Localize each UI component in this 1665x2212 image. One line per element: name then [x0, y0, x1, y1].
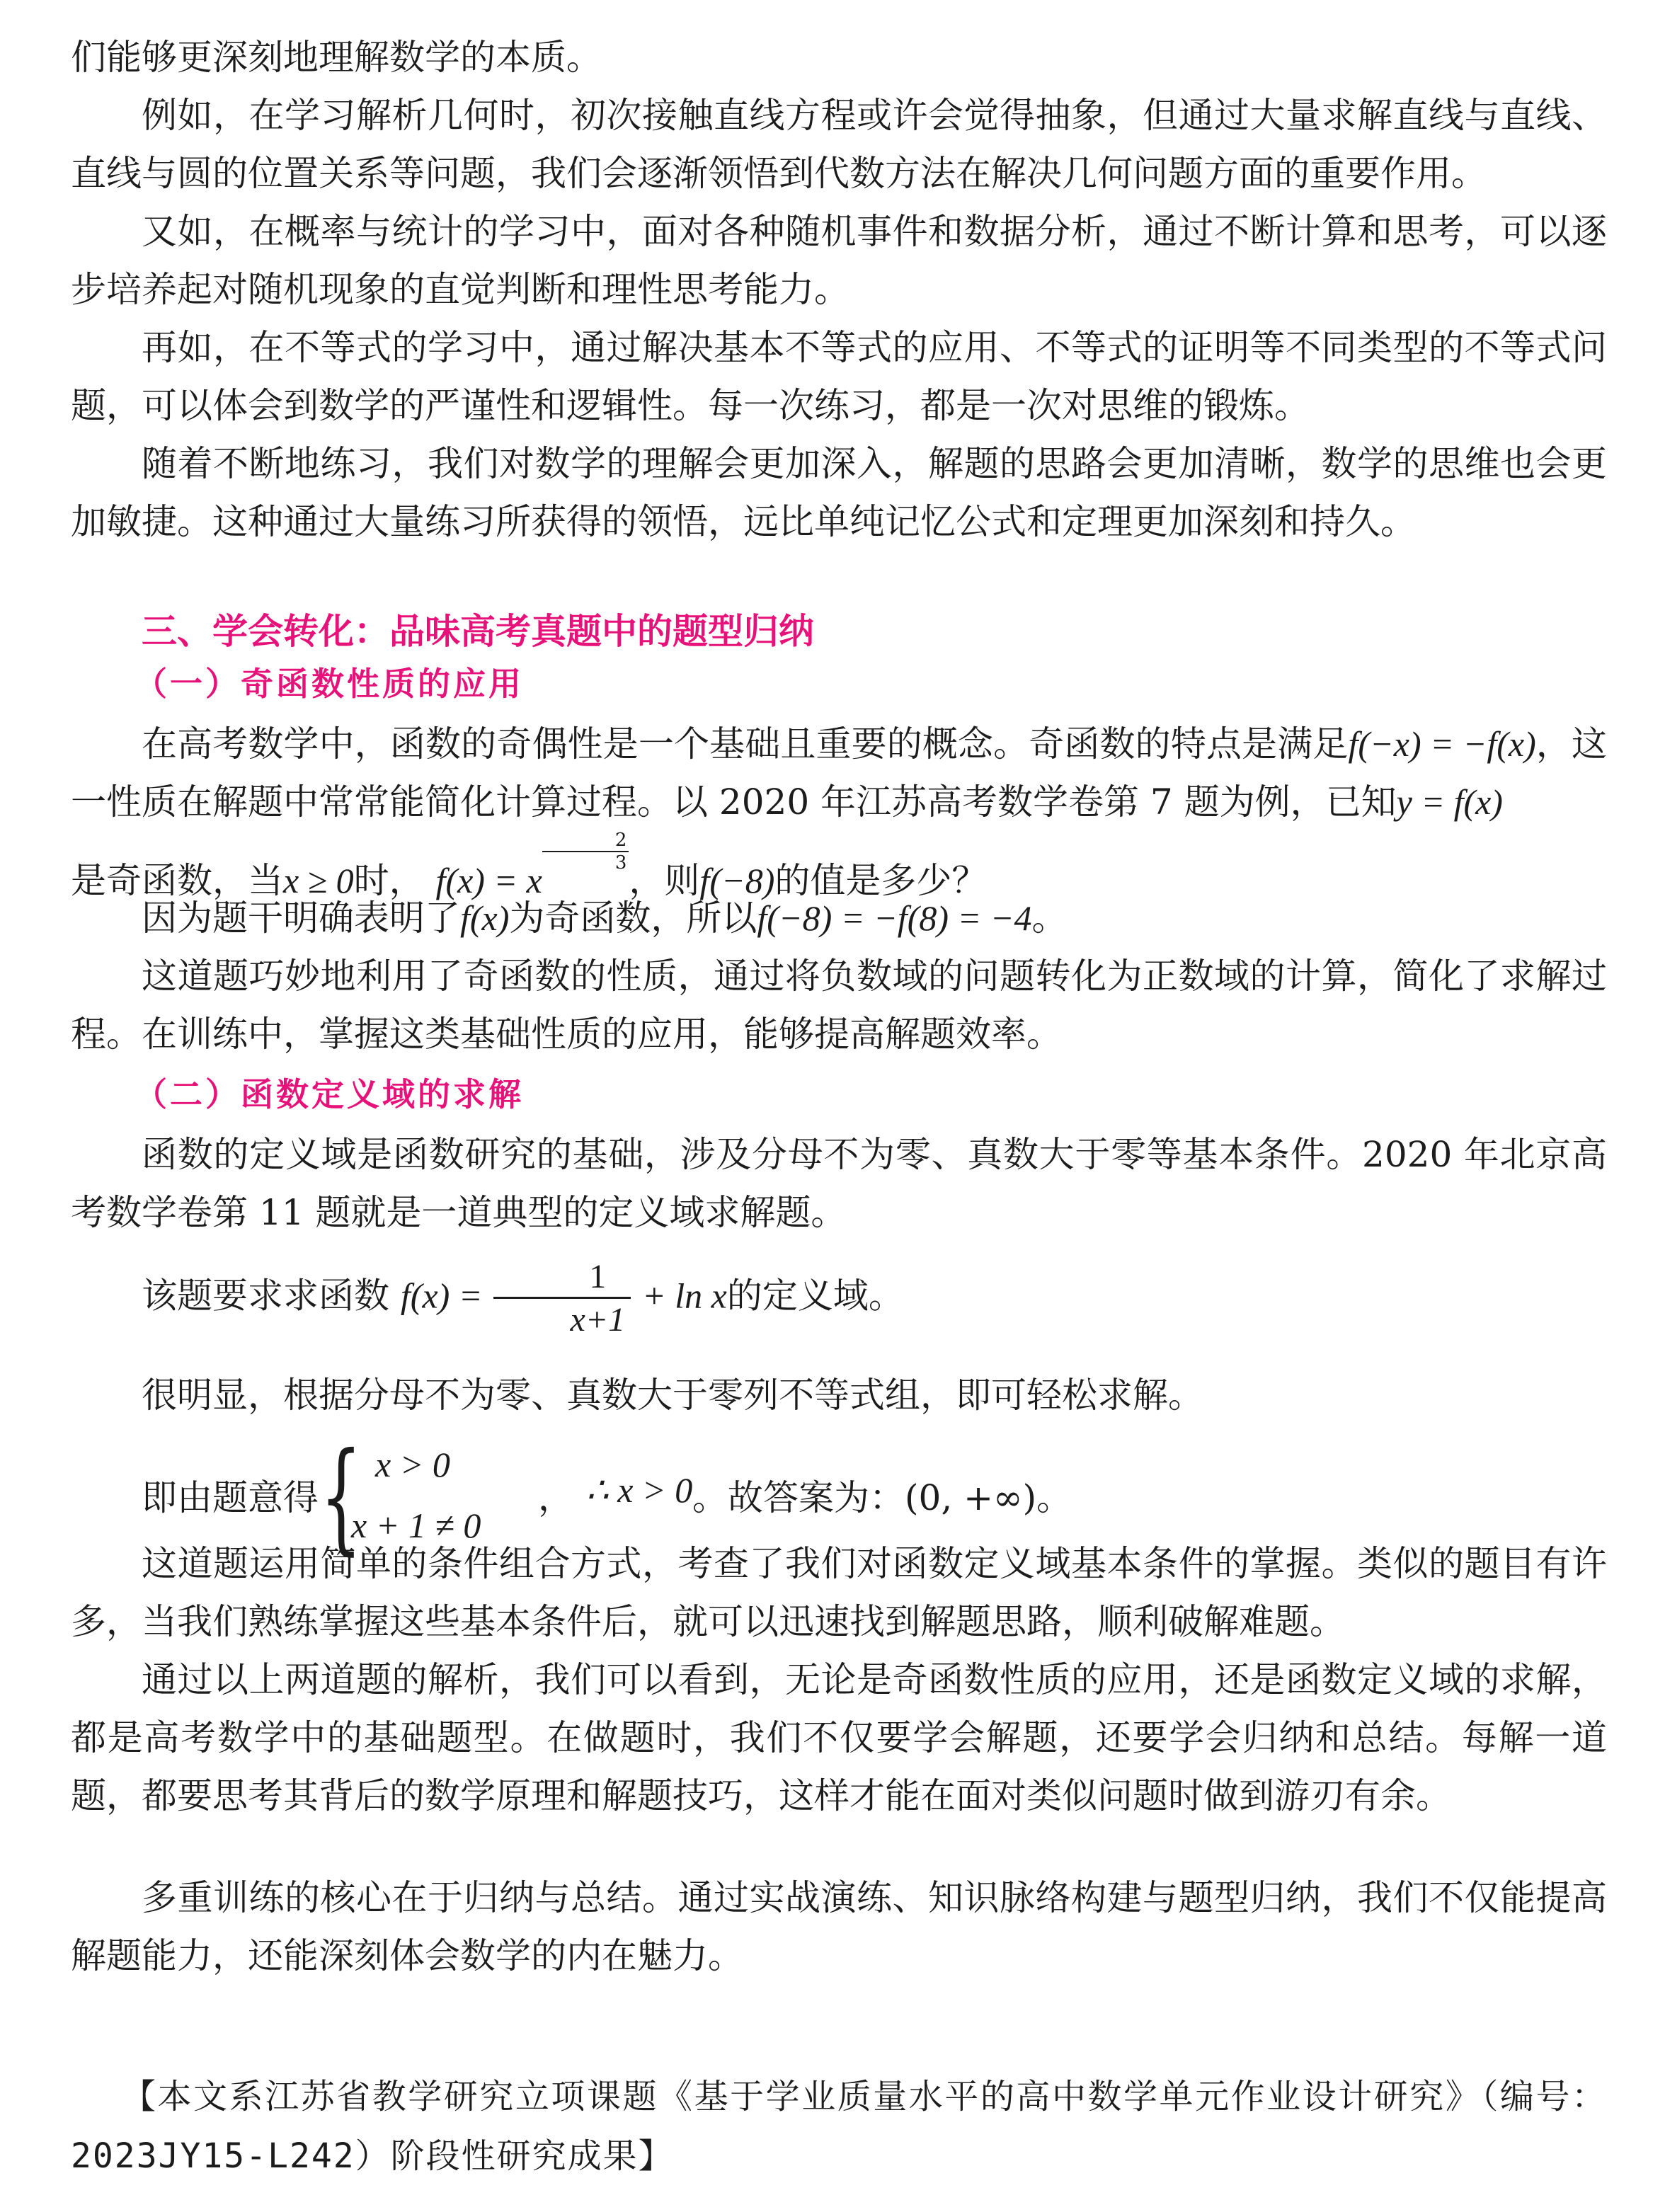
formula-answer: f(−8) = −f(8) = −4 [757, 898, 1032, 938]
text-segment: 是奇函数，当 [71, 860, 283, 901]
formula-ln-x: + ln x [642, 1276, 727, 1316]
paragraph-analytic-geometry: 例如，在学习解析几何时，初次接触直线方程或许会觉得抽象，但通过大量求解直线与直线、直线与圆的位置关系等问题，我们会逐渐领悟到代数方法在解决几何问题方面的重要作用。 [71, 95, 1607, 194]
paragraph-odd-function-intro [71, 715, 1607, 910]
subheading-domain: （二）函数定义域的求解 [135, 1075, 524, 1113]
footer-note: 【本文系江苏省教学研究立项课题《基于学业质量水平的高中数学单元作业设计研究》（编号：2023JY15-L242）阶段性研究成果】 [71, 2077, 1607, 2176]
exponent-numerator: 2 [542, 831, 629, 852]
text-segment: 时， [353, 860, 425, 901]
formula-fx: f(x) [460, 898, 510, 938]
left-brace-icon: { [320, 1427, 362, 1567]
paragraph-domain-intro: 函数的定义域是函数研究的基础，涉及分母不为零、真数大于零等基本条件。2020 年北京高考数学卷第 11 题就是一道典型的定义域求解题。 [71, 1134, 1607, 1233]
text-segment: ， [538, 1477, 573, 1518]
formula-fx-equals: f(x) = [400, 1276, 483, 1316]
paragraph-continuation: 们能够更深刻地理解数学的本质。 [71, 37, 602, 78]
text-segment: 。 [1031, 898, 1068, 939]
text-segment: 该题要求求函数 [142, 1275, 389, 1317]
text-segment: ，这一性质在解题中常常能简化计算过程。以 2020 年江苏高考数学卷第 7 题为例，已知 [71, 723, 1608, 823]
paragraph-domain-summary: 这道题运用简单的条件组合方式，考查了我们对函数定义域基本条件的掌握。类似的题目有许多，当我们熟练掌握这些基本条件后，就可以迅速找到解题思路，顺利破解难题。 [71, 1543, 1607, 1642]
text-segment: 在高考数学中，函数的奇偶性是一个基础且重要的概念。奇函数的特点是满足 [142, 723, 1349, 764]
paragraph-probability: 又如，在概率与统计的学习中，面对各种随机事件和数据分析，通过不断计算和思考，可以逐步培养起对随机现象的直觉判断和理性思考能力。 [71, 211, 1607, 310]
exponent-denominator: 3 [614, 852, 627, 873]
paragraph-domain-question [71, 1260, 1607, 1337]
paragraph-section-summary: 通过以上两道题的解析，我们可以看到，无论是奇函数性质的应用，还是函数定义域的求解，都是高考数学中的基础题型。在做题时，我们不仅要学会解题，还要学会归纳和总结。每解一道题，都要思考其背后的数学原理和解题技巧，这样才能在面对类似问题时做到游刃有余。 [71, 1659, 1607, 1816]
paragraph-odd-function-solution [71, 889, 1607, 947]
text-segment: 因为题干明确表明了 [142, 898, 460, 939]
paragraph-odd-function-summary: 这道题巧妙地利用了奇函数的性质，通过将负数域的问题转化为正数域的计算，简化了求解过程。在训练中，掌握这类基础性质的应用，能够提高解题效率。 [71, 956, 1607, 1055]
subheading-odd-function: （一）奇函数性质的应用 [135, 665, 524, 703]
formula-therefore: ∴ x > 0 [586, 1470, 693, 1510]
exponent-fraction [542, 831, 629, 872]
text-segment: 。故答案为：(0, +∞)。 [692, 1477, 1072, 1518]
paragraph-conclusion: 多重训练的核心在于归纳与总结。通过实战演练、知识脉络构建与题型归纳，我们不仅能提高解题能力，还能深刻体会数学的内在魅力。 [71, 1877, 1607, 1976]
fraction-denominator: x+1 [570, 1301, 626, 1339]
text-segment: 的值是多少？ [774, 860, 988, 901]
text-segment: 为奇函数，所以 [509, 898, 757, 939]
paragraph-practice: 随着不断地练习，我们对数学的理解会更加深入，解题的思路会更加清晰，数学的思维也会更加敏捷。这种通过大量练习所获得的领悟，远比单纯记忆公式和定理更加深刻和持久。 [71, 443, 1607, 542]
paragraph-inequality: 再如，在不等式的学习中，通过解决基本不等式的应用、不等式的证明等不同类型的不等式问题，可以体会到数学的严谨性和逻辑性。每一次练习，都是一次对思维的锻炼。 [71, 327, 1607, 426]
text-segment: ，则 [629, 860, 700, 901]
system-line-2: x + 1 ≠ 0 [351, 1506, 481, 1545]
formula-f-minus-8: f(−8) [699, 861, 775, 900]
fraction-numerator: 1 [493, 1260, 631, 1299]
formula-fx-power: f(x) = x [435, 861, 542, 900]
formula-x-nonnegative: x ≥ 0 [283, 861, 354, 900]
paragraph-domain-hint: 很明显，根据分母不为零、真数大于零列不等式组，即可轻松求解。 [142, 1375, 1203, 1416]
system-line-1: x > 0 [375, 1445, 450, 1484]
text-segment: 即由题意得 [142, 1477, 319, 1518]
formula-odd-definition: f(−x) = −f(x) [1348, 724, 1536, 764]
text-segment: 的定义域。 [726, 1275, 904, 1317]
section-heading: 三、学会转化：品味高考真题中的题型归纳 [142, 611, 814, 652]
fraction-one-over-x-plus-one [493, 1260, 631, 1337]
formula-y-equals-fx: y = f(x) [1396, 782, 1503, 822]
